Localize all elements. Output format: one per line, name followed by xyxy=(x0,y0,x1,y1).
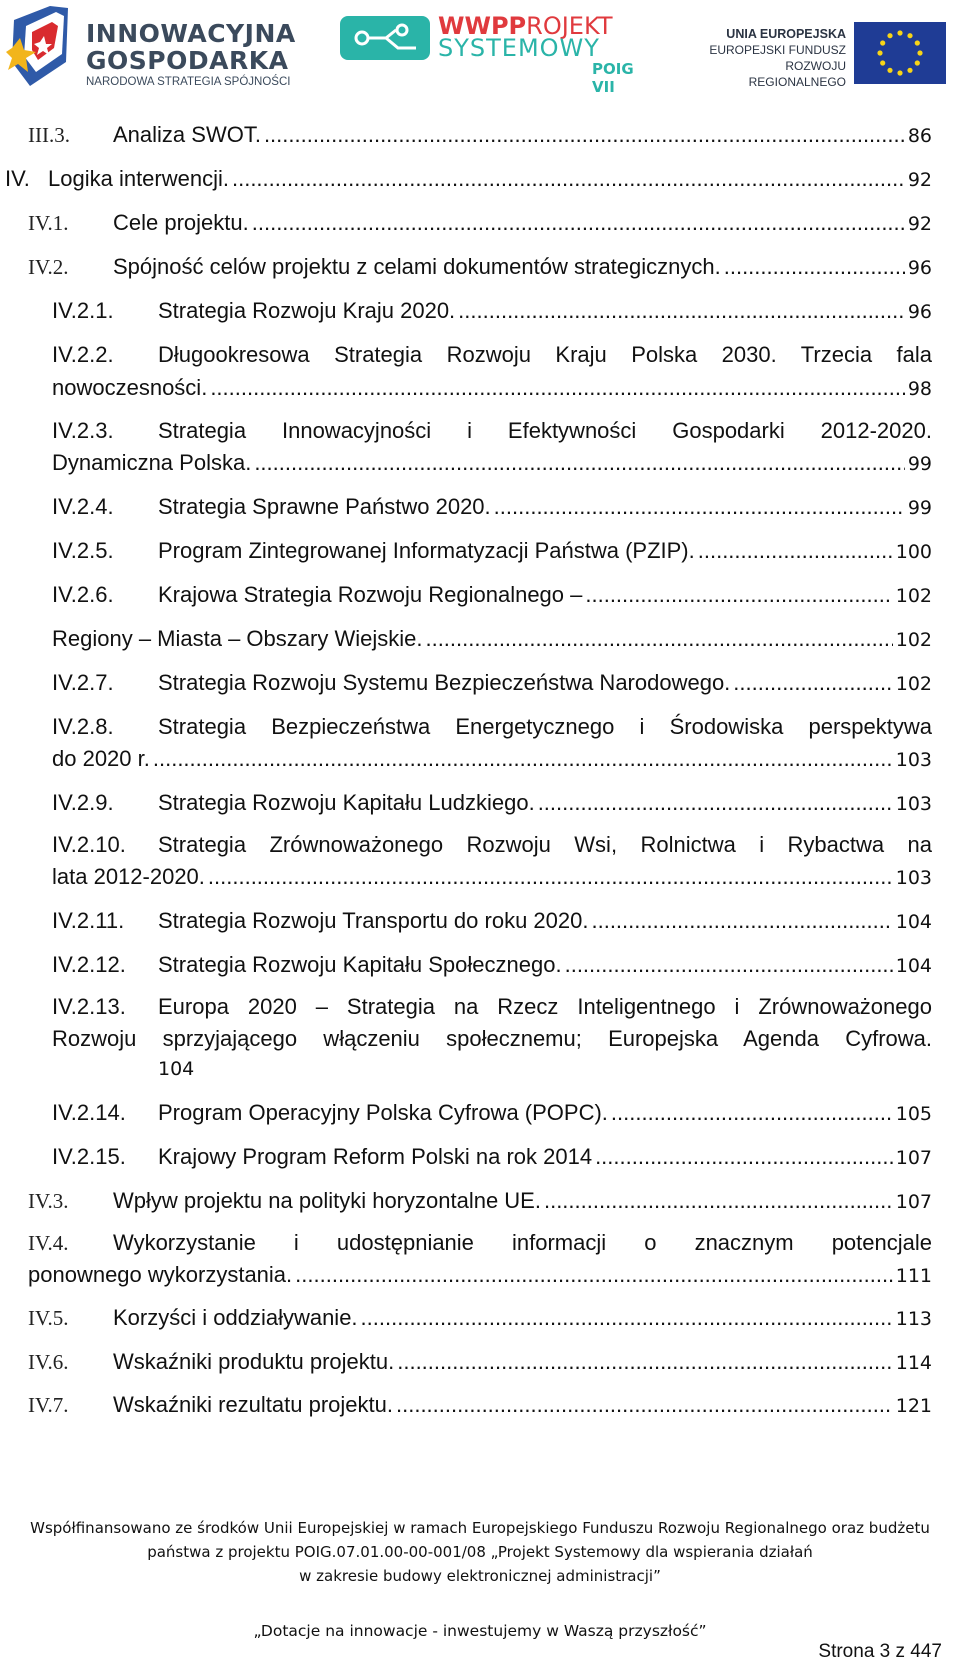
toc-dot-leader xyxy=(396,1392,893,1418)
logo-left-line1: INNOWACYJNA xyxy=(86,19,296,48)
toc-dot-leader xyxy=(538,790,893,816)
toc-entry[interactable] xyxy=(28,1392,932,1418)
toc-entry-title: Europa 2020 – Strategia na Rzecz Inteligentnego i Zrównoważonego xyxy=(158,994,932,1019)
toc-entry-number: IV.2.8. xyxy=(52,714,114,739)
toc-entry-page: 107 xyxy=(895,1147,932,1169)
toc-entry[interactable] xyxy=(52,714,932,740)
toc-entry-page: 98 xyxy=(907,378,932,400)
toc-entry-title: Wskaźniki rezultatu projektu. xyxy=(113,1392,393,1417)
page-header xyxy=(0,0,960,100)
toc-entry[interactable] xyxy=(52,670,932,696)
toc-entry-title: Spójność celów projektu z celami dokumentów strategicznych. xyxy=(113,254,721,279)
toc-entry[interactable] xyxy=(52,342,932,368)
toc-entry-number: IV.2.3. xyxy=(52,418,114,443)
toc-dot-leader xyxy=(585,582,892,608)
toc-entry[interactable] xyxy=(28,122,932,148)
toc-entry-number: III.3. xyxy=(28,123,70,147)
toc-entry-number: IV.2.2. xyxy=(52,342,114,367)
toc-entry-page: 99 xyxy=(907,453,932,475)
toc-entry-page: 114 xyxy=(895,1352,932,1374)
toc-entry-page: 96 xyxy=(907,301,932,323)
toc-dot-leader xyxy=(425,626,892,652)
toc-entry-title: Wykorzystanie i udostępnianie informacji o znacznym potencjale xyxy=(113,1230,932,1255)
logo-right-line2: EUROPEJSKI FUNDUSZ xyxy=(709,43,846,57)
toc-entry-number: IV.2.11. xyxy=(52,908,125,933)
toc-entry-number: IV.1. xyxy=(28,211,69,235)
toc-entry-continuation[interactable] xyxy=(52,450,932,476)
toc-entry[interactable] xyxy=(28,1230,932,1256)
toc-entry-page: 104 xyxy=(895,955,932,977)
toc-entry-page: 103 xyxy=(895,867,932,889)
toc-entry-title: Cele projektu. xyxy=(113,210,249,235)
toc-entry[interactable] xyxy=(28,1305,932,1331)
toc-entry[interactable] xyxy=(52,538,932,564)
toc-dot-leader xyxy=(254,450,905,476)
toc-entry[interactable] xyxy=(52,952,932,978)
toc-entry[interactable] xyxy=(52,908,932,934)
toc-entry-title: Wskaźniki produktu projektu. xyxy=(113,1349,395,1374)
toc-dot-leader xyxy=(397,1349,893,1375)
toc-entry[interactable] xyxy=(28,1188,932,1214)
toc-entry-title: Strategia Rozwoju Kraju 2020. xyxy=(158,298,456,323)
toc-entry-page: 105 xyxy=(895,1103,932,1125)
toc-entry-number: IV.2.5. xyxy=(52,538,114,563)
toc-entry-number: IV.2.4. xyxy=(52,494,114,519)
toc-entry-title-cont: do 2020 r. xyxy=(52,746,150,771)
innowacyjna-gospodarka-logo xyxy=(6,2,296,90)
footer-line3: w zakresie budowy elektronicznej administracji” xyxy=(299,1567,661,1585)
toc-entry-number: IV.5. xyxy=(28,1306,69,1330)
unia-europejska-logo xyxy=(692,22,952,89)
toc-entry-title-cont: nowoczesności. xyxy=(52,375,208,400)
page-footer xyxy=(0,1516,960,1588)
toc-entry[interactable] xyxy=(52,1144,932,1170)
logo-right-line3: ROZWOJU REGIONALNEGO xyxy=(748,59,846,89)
toc-entry[interactable] xyxy=(52,418,932,444)
footer-line2: państwa z projektu POIG.07.01.00-00-001/08 „Projekt Systemowy dla wspierania działań xyxy=(147,1543,813,1561)
toc-entry-number: IV.7. xyxy=(28,1393,69,1417)
toc-entry-number: IV.2.14. xyxy=(52,1100,126,1125)
toc-entry-continuation[interactable] xyxy=(52,375,932,401)
toc-entry-page: 102 xyxy=(895,585,932,607)
toc-dot-leader xyxy=(733,670,892,696)
toc-entry-page: 92 xyxy=(907,213,932,235)
toc-entry-title: Strategia Zrównoważonego Rozwoju Wsi, Rolnictwa i Rybactwa na xyxy=(158,832,932,857)
toc-dot-leader xyxy=(252,210,905,236)
toc-entry-title: Strategia Sprawne Państwo 2020. xyxy=(158,494,491,519)
toc-dot-leader xyxy=(295,1262,893,1288)
logo-center-line1: WWPPROJEKT xyxy=(438,12,613,40)
toc-entry-title: Krajowa Strategia Rozwoju Regionalnego – xyxy=(158,582,583,607)
toc-entry-title: Strategia Rozwoju Kapitału Społecznego. xyxy=(158,952,562,977)
toc-entry-number: IV.2. xyxy=(28,255,69,279)
toc-entry-number: IV.2.7. xyxy=(52,670,114,695)
toc-entry-number: IV.2.13. xyxy=(52,994,126,1019)
toc-entry-title: Regiony – Miasta – Obszary Wiejskie. xyxy=(52,626,423,651)
logo-left-line2: GOSPODARKA xyxy=(86,46,289,75)
toc-dot-leader xyxy=(591,908,892,934)
toc-entry-number: IV.4. xyxy=(28,1231,69,1255)
star-flag-icon xyxy=(6,2,80,90)
toc-dot-leader xyxy=(153,746,893,772)
page-number: Strona 3 z 447 xyxy=(818,1641,942,1662)
toc-entry-title: Strategia Rozwoju Transportu do roku 2020. xyxy=(158,908,589,933)
toc-entry-page: 96 xyxy=(907,257,932,279)
toc-entry[interactable] xyxy=(28,210,932,236)
toc-dot-leader xyxy=(458,298,905,324)
toc-entry-title: Program Operacyjny Polska Cyfrowa (POPC). xyxy=(158,1100,608,1125)
toc-entry-page: 107 xyxy=(895,1191,932,1213)
toc-entry-page: 113 xyxy=(895,1308,932,1330)
toc-dot-leader xyxy=(264,122,905,148)
toc-dot-leader xyxy=(611,1100,893,1126)
toc-entry-title-cont: Rozwoju sprzyjającego włączeniu społecznemu; Europejska Agenda Cyfrowa. xyxy=(52,1026,932,1051)
toc-entry[interactable] xyxy=(52,494,932,520)
toc-entry-continuation[interactable] xyxy=(28,1262,932,1288)
toc-entry-page: 100 xyxy=(895,541,932,563)
footer-motto: „Dotacje na innowacje - inwestujemy w Waszą przyszłość” xyxy=(253,1622,707,1640)
toc-dot-leader xyxy=(232,166,905,192)
toc-entry[interactable] xyxy=(28,1349,932,1375)
toc-entry-title: Strategia Rozwoju Systemu Bezpieczeństwa Narodowego. xyxy=(158,670,731,695)
logo-right-line1: UNIA EUROPEJSKA xyxy=(726,27,846,41)
footer-line1: Współfinansowano ze środków Unii Europejskiej w ramach Europejskiego Funduszu Rozwoju Regionalnego oraz budżetu xyxy=(30,1519,930,1537)
toc-entry-page: 104 xyxy=(895,911,932,933)
toc-entry-page: 99 xyxy=(907,497,932,519)
toc-entry[interactable] xyxy=(28,254,932,280)
toc-entry-continuation[interactable] xyxy=(52,1026,932,1052)
toc-entry-number: IV.2.12. xyxy=(52,952,126,977)
toc-entry[interactable] xyxy=(52,626,932,652)
toc-dot-leader xyxy=(494,494,905,520)
toc-entry-title: Krajowy Program Reform Polski na rok 2014 xyxy=(158,1144,593,1169)
toc-entry-title-cont: Dynamiczna Polska. xyxy=(52,450,252,475)
logo-center-line2: SYSTEMOWY xyxy=(438,34,600,62)
toc-entry-page: 121 xyxy=(895,1395,932,1417)
toc-entry-number: IV.2.1. xyxy=(52,298,114,323)
toc-entry-page: 104 xyxy=(158,1058,195,1080)
logo-center-line3: POIG VII xyxy=(592,60,634,96)
toc-entry-title: Strategia Rozwoju Kapitału Ludzkiego. xyxy=(158,790,535,815)
toc-dot-leader xyxy=(361,1305,893,1331)
toc-entry-number: IV.2.15. xyxy=(52,1144,126,1169)
toc-entry-title: Długookresowa Strategia Rozwoju Kraju Polska 2030. Trzecia fala xyxy=(158,342,932,367)
toc-entry[interactable] xyxy=(52,994,932,1020)
toc-entry-page-line[interactable] xyxy=(158,1058,358,1080)
toc-entry-number: IV.6. xyxy=(28,1350,69,1374)
toc-entry-continuation[interactable] xyxy=(52,746,932,772)
toc-entry-title-cont: ponownego wykorzystania. xyxy=(28,1262,293,1287)
toc-entry-title: Analiza SWOT. xyxy=(113,122,261,147)
toc-entry-page: 92 xyxy=(907,169,932,191)
toc-entry-title: Strategia Innowacyjności i Efektywności Gospodarki 2012-2020. xyxy=(158,418,932,443)
toc-entry-page: 111 xyxy=(895,1265,932,1287)
toc-entry-title: Wpływ projektu na polityki horyzontalne UE. xyxy=(113,1188,541,1213)
toc-entry-title-cont: lata 2012-2020. xyxy=(52,864,205,889)
toc-entry-title: Program Zintegrowanej Informatyzacji Państwa (PZIP). xyxy=(158,538,695,563)
toc-entry-page: 103 xyxy=(895,793,932,815)
toc-entry-page: 103 xyxy=(895,749,932,771)
toc-entry-page: 102 xyxy=(895,629,932,651)
toc-entry[interactable] xyxy=(52,790,932,816)
toc-entry-number: IV.2.9. xyxy=(52,790,114,815)
logo-left-line3: NARODOWA STRATEGIA SPÓJNOŚCI xyxy=(86,76,291,88)
toc-entry-title: Logika interwencji. xyxy=(48,166,229,191)
toc-entry[interactable] xyxy=(5,166,932,192)
wwp-projekt-systemowy-logo xyxy=(340,12,650,96)
toc-entry-number: IV. xyxy=(5,166,30,191)
toc-dot-leader xyxy=(544,1188,893,1214)
toc-dot-leader xyxy=(724,254,905,280)
toc-dot-leader xyxy=(210,375,905,401)
toc-entry[interactable] xyxy=(52,298,932,324)
toc-dot-leader xyxy=(698,538,893,564)
toc-dot-leader xyxy=(208,864,893,890)
toc-entry[interactable] xyxy=(52,582,932,608)
circuit-icon xyxy=(340,16,430,60)
toc-entry[interactable] xyxy=(52,832,932,858)
toc-dot-leader xyxy=(565,952,893,978)
toc-entry-page: 102 xyxy=(895,673,932,695)
toc-entry-page: 86 xyxy=(907,125,932,147)
eu-flag-icon xyxy=(854,22,946,84)
toc-entry-continuation[interactable] xyxy=(52,864,932,890)
toc-entry-number: IV.3. xyxy=(28,1189,69,1213)
toc-entry-title: Korzyści i oddziaływanie. xyxy=(113,1305,358,1330)
toc-entry[interactable] xyxy=(52,1100,932,1126)
toc-entry-title: Strategia Bezpieczeństwa Energetycznego i Środowiska perspektywa xyxy=(158,714,932,739)
toc-entry-number: IV.2.6. xyxy=(52,582,114,607)
toc-dot-leader xyxy=(595,1144,893,1170)
toc-entry-number: IV.2.10. xyxy=(52,832,126,857)
